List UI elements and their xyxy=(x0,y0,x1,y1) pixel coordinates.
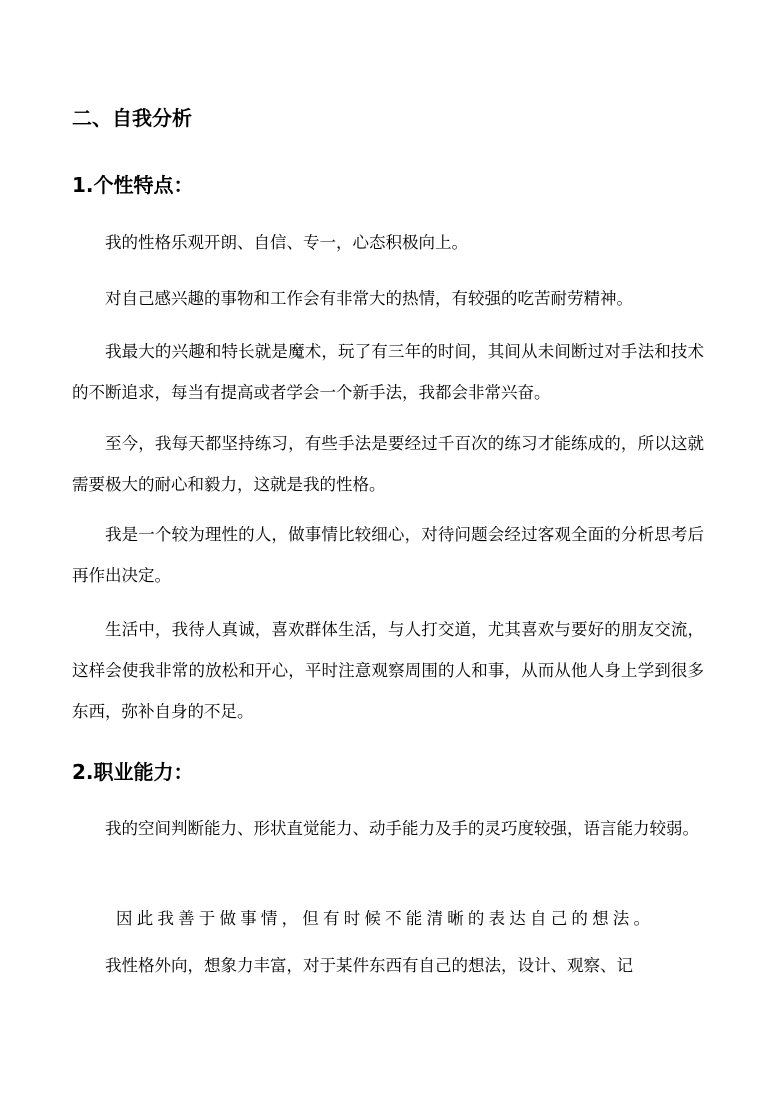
subsection-heading-personality: 1.个性特点： xyxy=(72,173,194,197)
subsection-heading-career-ability: 2.职业能力： xyxy=(72,760,194,784)
paragraph: 因此我善于做事情，但有时候不能清晰的表达自己的想法。 xyxy=(116,909,655,928)
paragraph: 我的性格乐观开朗、自信、专一，心态积极向上。 xyxy=(105,233,468,252)
section-title: 二、自我分析 xyxy=(72,106,192,130)
paragraph: 我是一个较为理性的人，做事情比较细心，对待问题会经过客观全面的分析思考后再作出决定。 xyxy=(72,525,704,585)
paragraph: 生活中，我待人真诚，喜欢群体生活，与人打交道，尤其喜欢与要好的朋友交流，这样会使我非常的放松和开心，平时注意观察周围的人和事，从而从他人身上学到很多东西，弥补自身的不足。 xyxy=(72,620,704,721)
paragraph: 我的空间判断能力、形状直觉能力、动手能力及手的灵巧度较强，语言能力较弱。 xyxy=(105,819,699,838)
paragraph: 至今，我每天都坚持练习，有些手法是要经过千百次的练习才能练成的，所以这就需要极大的耐心和毅力，这就是我的性格。 xyxy=(72,434,704,494)
paragraph: 对自己感兴趣的事物和工作会有非常大的热情，有较强的吃苦耐劳精神。 xyxy=(105,289,633,308)
paragraph: 我性格外向，想象力丰富，对于某件东西有自己的想法，设计、观察、记 xyxy=(105,956,633,975)
paragraph: 我最大的兴趣和特长就是魔术，玩了有三年的时间，其间从未间断过对手法和技术的不断追求，每当有提高或者学会一个新手法，我都会非常兴奋。 xyxy=(72,342,704,402)
